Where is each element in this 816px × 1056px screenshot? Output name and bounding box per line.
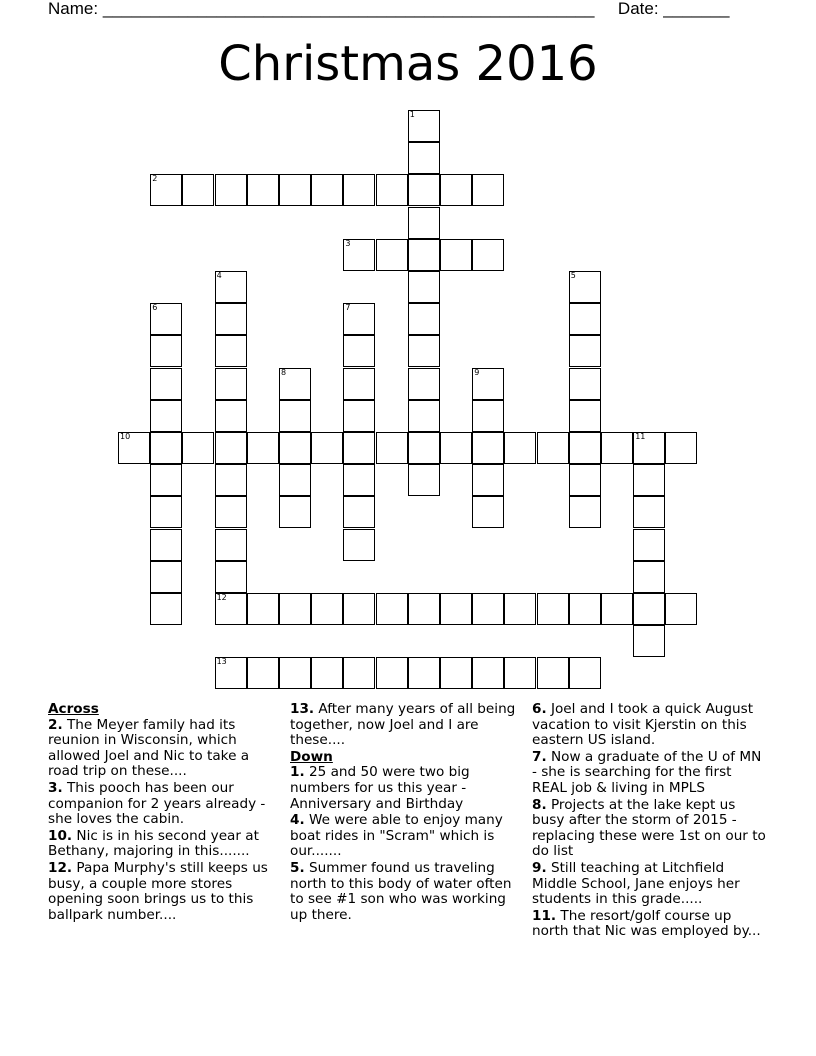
grid-cell[interactable] [150,335,182,367]
grid-cell[interactable] [247,657,279,689]
grid-cell[interactable] [247,174,279,206]
grid-cell[interactable] [601,593,633,625]
grid-cell[interactable] [408,174,440,206]
grid-cell[interactable] [215,335,247,367]
grid-cell[interactable] [472,368,504,400]
grid-cell[interactable] [376,432,408,464]
grid-cell[interactable] [440,239,472,271]
grid-cell[interactable] [537,657,569,689]
date-line[interactable]: _______ [663,0,730,18]
grid-cell[interactable] [376,657,408,689]
clue-down-9: 9. Still teaching at Litchfield Middle School, Jane enjoys her students in this grade..... [532,859,740,908]
grid-cell[interactable] [247,432,279,464]
grid-cell[interactable] [279,593,311,625]
grid-cell[interactable] [472,464,504,496]
grid-cell[interactable] [408,657,440,689]
grid-cell[interactable] [215,432,247,464]
clue-number: 5 [570,271,576,280]
grid-cell[interactable] [376,593,408,625]
grid-cell[interactable] [408,303,440,335]
grid-cell[interactable] [472,496,504,528]
name-line[interactable]: ____________________________________________________ [102,0,595,18]
grid-cell[interactable] [408,110,440,142]
grid-cell[interactable] [279,432,311,464]
grid-cell[interactable] [569,496,601,528]
grid-cell[interactable] [472,657,504,689]
grid-cell[interactable] [569,368,601,400]
grid-cell[interactable] [408,207,440,239]
grid-cell[interactable] [408,335,440,367]
grid-cell[interactable] [633,625,665,657]
grid-cell[interactable] [633,561,665,593]
grid-cell[interactable] [150,174,182,206]
grid-cell[interactable] [376,239,408,271]
grid-cell[interactable] [150,303,182,335]
name-label: Name: [48,0,99,18]
grid-cell[interactable] [215,368,247,400]
clue-down-11: 11. The resort/golf course up north that Nic was employed by... [532,907,761,940]
grid-cell[interactable] [150,529,182,561]
grid-cell[interactable] [343,593,375,625]
grid-cell[interactable] [440,432,472,464]
grid-cell[interactable] [343,303,375,335]
grid-cell[interactable] [311,174,343,206]
grid-cell[interactable] [279,657,311,689]
grid-cell[interactable] [311,657,343,689]
grid-cell[interactable] [343,239,375,271]
grid-cell[interactable] [504,593,536,625]
grid-cell[interactable] [311,593,343,625]
grid-cell[interactable] [182,174,214,206]
grid-cell[interactable] [633,464,665,496]
grid-cell[interactable] [215,496,247,528]
grid-cell[interactable] [408,432,440,464]
grid-cell[interactable] [215,657,247,689]
grid-cell[interactable] [182,432,214,464]
grid-cell[interactable] [343,657,375,689]
clue-number: 8 [281,367,287,377]
clue-number: 2 [152,174,158,184]
grid-cell[interactable] [633,432,665,464]
grid-cell[interactable] [343,368,375,400]
grid-cell[interactable] [440,657,472,689]
grid-cell[interactable] [118,432,150,464]
clue-across-3: 3. This pooch has been our companion for 2 years already - she loves the cabin. [48,779,266,828]
grid-cell[interactable] [215,464,247,496]
clue-number: 6 [152,303,158,313]
clue-down-7: 7. Now a graduate of the U of MN - she is searching for the first REAL job & living in MPLS [532,748,762,796]
clue-number: 13 [216,657,227,667]
clue-number: 3 [345,238,351,248]
grid-cell[interactable] [569,335,601,367]
grid-cell[interactable] [311,432,343,464]
grid-cell[interactable] [440,593,472,625]
grid-cell[interactable] [665,593,697,625]
clue-down-8: 8. Projects at the lake kept us busy after the storm of 2015 - replacing these were 1st on our to do list [532,796,766,860]
grid-cell[interactable] [633,496,665,528]
grid-cell[interactable] [472,593,504,625]
clue-number: 9 [474,367,480,377]
grid-cell[interactable] [247,593,279,625]
grid-cell[interactable] [215,593,247,625]
grid-cell[interactable] [150,432,182,464]
grid-cell[interactable] [215,174,247,206]
grid-cell[interactable] [472,400,504,432]
grid-cell[interactable] [408,400,440,432]
grid-cell[interactable] [633,593,665,625]
grid-cell[interactable] [569,657,601,689]
grid-cell[interactable] [215,561,247,593]
grid-cell[interactable] [569,271,601,303]
clue-number: 10 [120,432,131,441]
grid-cell[interactable] [215,400,247,432]
grid-cell[interactable] [215,271,247,303]
clue-number: 7 [345,303,351,313]
grid-cell[interactable] [343,464,375,496]
grid-cell[interactable] [150,593,182,625]
clue-number: 4 [216,271,222,280]
grid-cell[interactable] [537,432,569,464]
grid-cell[interactable] [150,464,182,496]
grid-cell[interactable] [537,593,569,625]
grid-cell[interactable] [408,271,440,303]
grid-cell[interactable] [569,593,601,625]
clues-column-2 [290,702,520,924]
clue-down-5: 5. Summer found us traveling north to this body of water often to see #1 son who was working up there. [290,859,512,923]
clue-number: 11 [635,432,646,441]
clue-down-6: 6. Joel and I took a quick August vacation to visit Kjerstin on this eastern US island. [532,701,754,749]
grid-cell[interactable] [601,432,633,464]
grid-cell[interactable] [279,400,311,432]
puzzle-title: Christmas 2016 [218,36,598,92]
grid-cell[interactable] [665,432,697,464]
grid-cell[interactable] [408,239,440,271]
grid-cell[interactable] [343,335,375,367]
grid-cell[interactable] [150,400,182,432]
grid-cell[interactable] [472,432,504,464]
grid-cell[interactable] [569,400,601,432]
grid-cell[interactable] [215,303,247,335]
grid-cell[interactable] [504,657,536,689]
grid-cell[interactable] [504,432,536,464]
grid-cell[interactable] [150,368,182,400]
grid-cell[interactable] [569,432,601,464]
clues-column-1 [48,702,278,924]
grid-cell[interactable] [150,496,182,528]
grid-cell[interactable] [408,368,440,400]
grid-cell[interactable] [215,529,247,561]
grid-cell[interactable] [150,561,182,593]
grid-cell[interactable] [343,496,375,528]
clue-number: 12 [216,593,227,602]
clue-across-12: 12. Papa Murphy's still keeps us busy, a couple more stores opening soon brings us to this ballpark number.... [48,859,268,923]
grid-cell[interactable] [472,239,504,271]
clue-down-4: 4. We were able to enjoy many boat rides in "Scram" which is our....... [290,812,503,860]
clue-number: 1 [409,110,415,119]
down-heading: Down [290,748,333,765]
grid-cell[interactable] [279,174,311,206]
grid-cell[interactable] [343,529,375,561]
grid-cell[interactable] [343,174,375,206]
clue-across-10: 10. Nic is in his second year at Bethany, majoring in this....... [48,827,259,860]
grid-cell[interactable] [279,368,311,400]
grid-cell[interactable] [279,464,311,496]
grid-cell[interactable] [440,174,472,206]
grid-cell[interactable] [633,529,665,561]
date-label: Date: [617,0,659,18]
grid-cell[interactable] [279,496,311,528]
grid-cell[interactable] [343,400,375,432]
grid-cell[interactable] [343,432,375,464]
grid-cell[interactable] [569,303,601,335]
grid-cell[interactable] [472,174,504,206]
clue-across-2: 2. The Meyer family had its reunion in Wisconsin, which allowed Joel and Nic to take a road trip on these.... [48,716,250,780]
grid-cell[interactable] [408,593,440,625]
clue-down-1: 1. 25 and 50 were two big numbers for us this year - Anniversary and Birthday [290,764,470,812]
grid-cell[interactable] [408,142,440,174]
grid-cell[interactable] [376,174,408,206]
clues-column-3 [532,702,767,941]
across-heading: Across [48,701,99,717]
grid-cell[interactable] [408,464,440,496]
grid-cell[interactable] [569,464,601,496]
clue-across-13: 13. After many years of all being together, now Joel and I are these.... [290,701,516,749]
